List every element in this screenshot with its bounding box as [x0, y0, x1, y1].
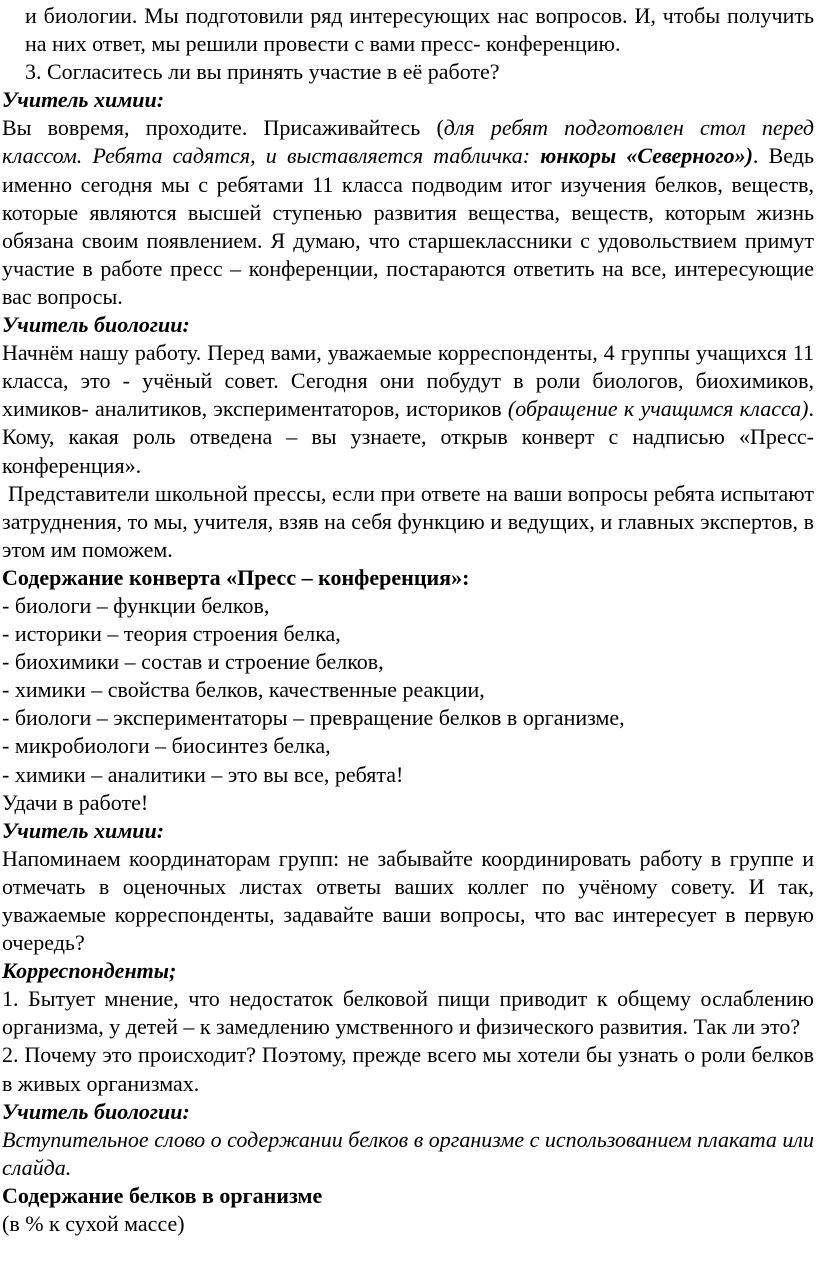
protein-content-heading: Содержание белков в организме: [2, 1182, 323, 1208]
paragraph-text: . Кому, какая роль отведена – вы узнаете, открыв конверт с надписью «Пресс- конференция».: [2, 396, 814, 478]
paragraph-text: . Ведь именно сегодня мы с ребятами 11 класса подводим итог изучения белков, веществ, которые являются высшей ступенью развития вещества, веществ, которым жизнь обязана своим появлением. Я думаю, что старшеклассники с удовольствием примут участие в работе пресс – конференции, постараются ответить на все, интересующие вас вопросы.: [2, 143, 814, 309]
protein-content-subheading: (в % к сухой массе): [2, 1211, 185, 1237]
introductory-note: Вступительное слово о содержании белков в организме с использованием плаката или слайда.: [2, 1126, 814, 1180]
chemistry-teacher-paragraph: [2, 114, 814, 311]
sign-text: юнкоры «Северного»): [540, 143, 753, 169]
envelope-item: - микробиологи – биосинтез белка,: [2, 733, 331, 759]
correspondent-question-2: 2. Почему это происходит? Поэтому, прежде всего мы хотели бы узнать о роли белков в живых организмах.: [2, 1042, 814, 1096]
envelope-item: - биологи – экспериментаторы – превращение белков в организме,: [2, 705, 625, 731]
envelope-closing: Удачи в работе!: [2, 789, 149, 815]
paragraph-text: Вы вовремя, проходите. Присаживайтесь (: [2, 115, 444, 141]
envelope-item: - историки – теория строения белка,: [2, 621, 341, 647]
stage-direction: для ребят подготовлен стол перед классом. Ребята садятся, и выставляется табличка:: [2, 115, 814, 169]
envelope-item: - биологи – функции белков,: [2, 592, 270, 618]
envelope-heading: Содержание конверта «Пресс – конференция»:: [2, 564, 470, 590]
envelope-item: - биохимики – состав и строение белков,: [2, 649, 384, 675]
intro-question-3: 3. Согласитесь ли вы принять участие в её работе?: [25, 59, 500, 85]
correspondent-question-1: 1. Бытует мнение, что недостаток белковой пищи приводит к общему ослаблению организма, у детей – к замедлению умственного и физического развития. Так ли это?: [2, 986, 814, 1040]
speaker-chemistry-teacher: Учитель химии:: [2, 817, 165, 843]
envelope-item: - химики – свойства белков, качественные реакции,: [2, 677, 485, 703]
biology-teacher-paragraph: [2, 339, 814, 479]
speaker-correspondents: Корреспонденты;: [2, 958, 177, 984]
press-representatives-paragraph: Представители школьной прессы, если при ответе на ваши вопросы ребята испытают затруднения, то мы, учителя, взяв на себя функцию и ведущих, и главных экспертов, в этом им поможем.: [2, 480, 814, 562]
speaker-chemistry-teacher: Учитель химии:: [2, 87, 165, 113]
speaker-biology-teacher: Учитель биологии:: [2, 1098, 190, 1124]
stage-direction: (обращение к учащимся класса): [507, 396, 809, 422]
coordinators-paragraph: Напоминаем координаторам групп: не забывайте координировать работу в группе и отмечать в оценочных листах ответы ваших коллег по учёному совету. И так, уважаемые корреспонденты, задавайте ваши вопросы, что вас интересует в первую очередь?: [2, 845, 814, 956]
paragraph-text: Начнём нашу работу. Перед вами, уважаемые корреспонденты, 4 группы учащихся 11 класса, это - учёный совет. Сегодня они побудут в роли биологов, биохимиков, химиков- аналитиков, экспериментаторов, историков: [2, 340, 814, 422]
intro-paragraph: и биологии. Мы подготовили ряд интересующих нас вопросов. И, чтобы получить на них ответ, мы решили провести с вами пресс- конференцию.: [25, 3, 814, 57]
speaker-biology-teacher: Учитель биологии:: [2, 312, 190, 338]
envelope-item: - химики – аналитики – это вы все, ребята!: [2, 761, 404, 787]
